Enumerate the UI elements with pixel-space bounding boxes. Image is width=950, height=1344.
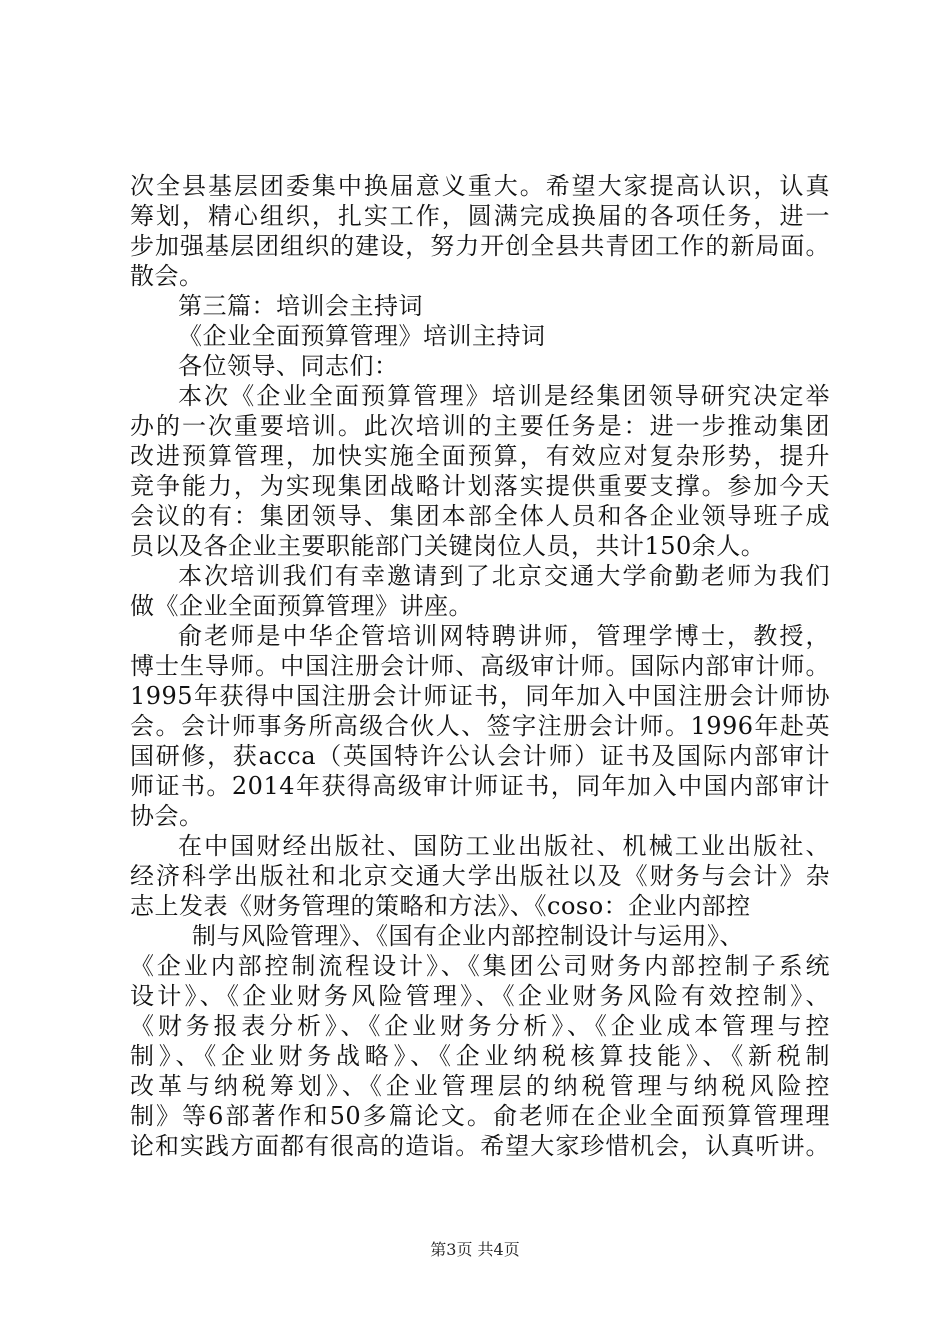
text-line: 制》、《企业财务战略》、《企业纳税核算技能》、《新税制: [130, 1042, 830, 1070]
text-line: 步加强基层团组织的建设，努力开创全县共青团工作的新局面。: [130, 232, 830, 260]
text-line: 筹划，精心组织，扎实工作，圆满完成换届的各项任务，进一: [130, 202, 830, 230]
text-line: 论和实践方面都有很高的造诣。希望大家珍惜机会，认真听讲。: [130, 1132, 830, 1160]
text-line: 《企业内部控制流程设计》、《集团公司财务内部控制子系统: [130, 952, 830, 980]
text-line: 博士生导师。中国注册会计师、高级审计师。国际内部审计师。: [130, 652, 830, 680]
text-line: 俞老师是中华企管培训网特聘讲师，管理学博士，教授，: [178, 622, 830, 650]
text-line: 改进预算管理，加快实施全面预算，有效应对复杂形势，提升: [130, 442, 830, 470]
text-line: 协会。: [130, 802, 204, 830]
text-line: 国研修，获acca（英国特许公认会计师）证书及国际内部审计: [130, 742, 830, 770]
text-line: 1995年获得中国注册会计师证书，同年加入中国注册会计师协: [130, 682, 830, 710]
text-line: 在中国财经出版社、国防工业出版社、机械工业出版社、: [178, 832, 830, 860]
text-line: 会议的有：集团领导、集团本部全体人员和各企业领导班子成: [130, 502, 830, 530]
speech-title: 《企业全面预算管理》培训主持词: [178, 322, 546, 350]
text-line: 改革与纳税筹划》、《企业管理层的纳税管理与纳税风险控: [130, 1072, 830, 1100]
text-line: 《财务报表分析》、《企业财务分析》、《企业成本管理与控: [130, 1012, 830, 1040]
text-line: 员以及各企业主要职能部门关键岗位人员，共计150余人。: [130, 532, 766, 560]
text-line: 经济科学出版社和北京交通大学出版社以及《财务与会计》杂: [130, 862, 830, 890]
text-line: 办的一次重要培训。此次培训的主要任务是：进一步推动集团: [130, 412, 830, 440]
text-line: 制》等6部著作和50多篇论文。俞老师在企业全面预算管理理: [130, 1102, 830, 1130]
salutation: 各位领导、同志们：: [178, 352, 399, 380]
page-footer: [0, 1240, 950, 1260]
document-body: [130, 171, 830, 1161]
text-line: 本次《企业全面预算管理》培训是经集团领导研究决定举: [178, 382, 830, 410]
text-line: 次全县基层团委集中换届意义重大。希望大家提高认识，认真: [130, 172, 830, 200]
text-line: 散会。: [130, 262, 204, 290]
text-line: 制与风险管理》、《国有企业内部控制设计与运用》、: [192, 922, 744, 950]
text-line: 竞争能力，为实现集团战略计划落实提供重要支撑。参加今天: [130, 472, 830, 500]
page-number: 第3页 共4页: [430, 1240, 520, 1259]
text-line: 师证书。2014年获得高级审计师证书，同年加入中国内部审计: [130, 772, 830, 800]
text-line: 做《企业全面预算管理》讲座。: [130, 592, 473, 620]
text-line: 会。会计师事务所高级合伙人、签字注册会计师。1996年赴英: [130, 712, 830, 740]
text-line: 志上发表《财务管理的策略和方法》、《coso：企业内部控: [130, 892, 751, 920]
text-line: 本次培训我们有幸邀请到了北京交通大学俞勤老师为我们: [178, 562, 830, 590]
section-heading: 第三篇：培训会主持词: [178, 292, 423, 320]
text-line: 设计》、《企业财务风险管理》、《企业财务风险有效控制》、: [130, 982, 830, 1010]
